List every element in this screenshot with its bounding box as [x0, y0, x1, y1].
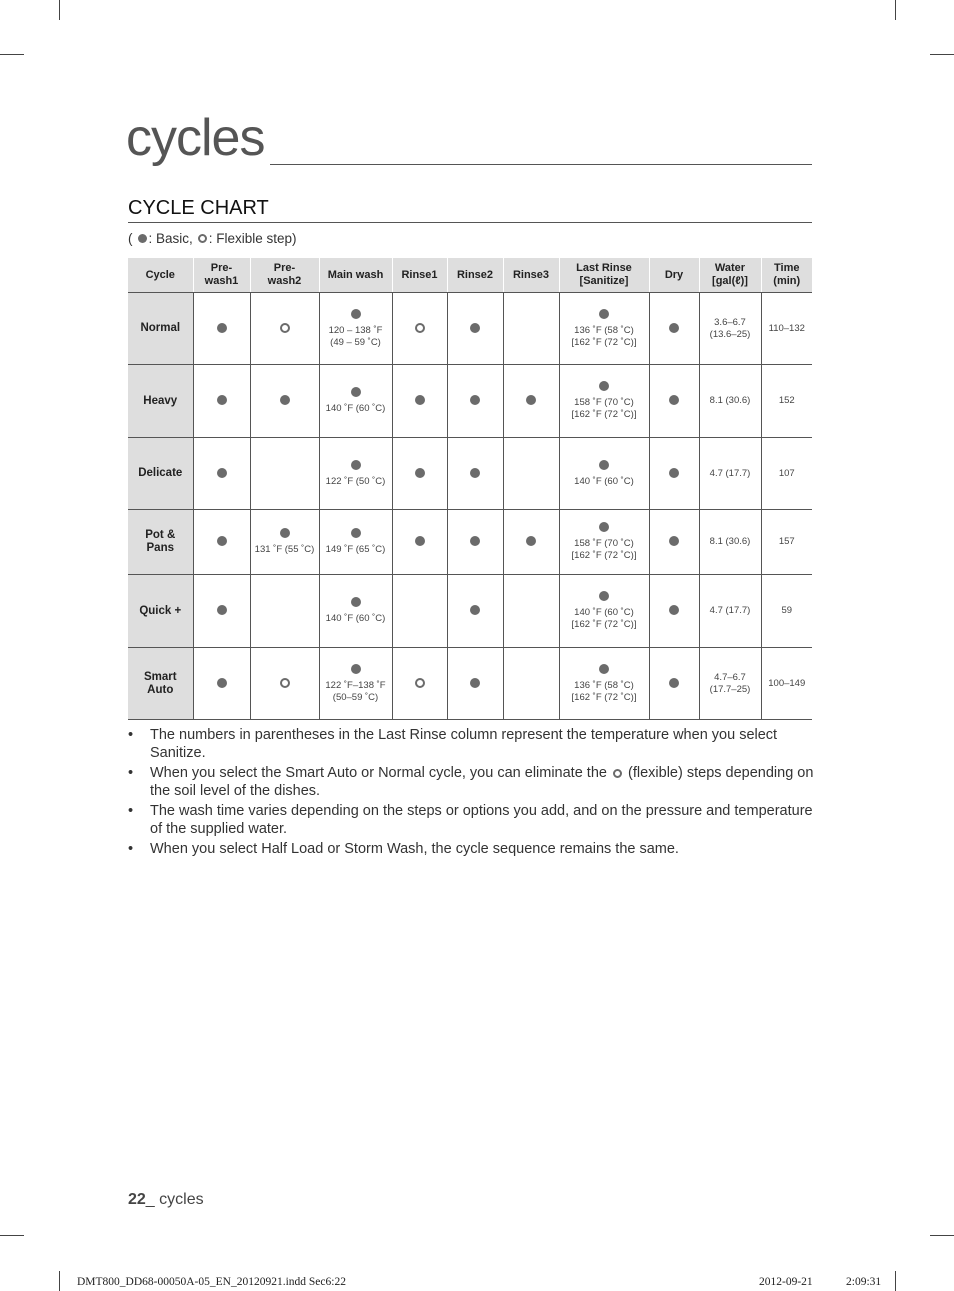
column-header-last-rinse: Last Rinse [Sanitize]: [559, 258, 649, 293]
temperature-text: 158 ˚F (70 ˚C) [162 ˚F (72 ˚C)]: [571, 538, 637, 561]
cycle-name: Normal: [128, 293, 193, 365]
cell-rinse3: [503, 438, 559, 510]
cell-rinse1: [392, 438, 447, 510]
table-row: [128, 293, 812, 365]
cell-water: 4.7 (17.7): [699, 575, 761, 648]
cell-dry: [649, 365, 699, 438]
cell-prewash1: [193, 510, 250, 575]
cell-main-wash: [319, 648, 392, 720]
cell-dry: [649, 648, 699, 720]
basic-step-icon: [526, 536, 536, 546]
basic-step-icon: [599, 522, 609, 532]
column-header-rinse3: Rinse3: [503, 258, 559, 293]
cell-last-rinse: [559, 438, 649, 510]
basic-step-icon: [470, 678, 480, 688]
basic-step-icon: [217, 536, 227, 546]
basic-step-icon: [669, 605, 679, 615]
cell-last-rinse: [559, 510, 649, 575]
cell-time: 152: [761, 365, 812, 438]
cycle-name: Smart Auto: [128, 648, 193, 720]
cell-prewash1: [193, 293, 250, 365]
basic-step-icon: [470, 536, 480, 546]
cycle-name: Delicate: [128, 438, 193, 510]
column-header-rinse2: Rinse2: [447, 258, 503, 293]
flexible-step-icon: [415, 678, 425, 688]
cell-dry: [649, 438, 699, 510]
cycle-name: Pot & Pans: [128, 510, 193, 575]
cell-rinse2: [447, 648, 503, 720]
table-row: [128, 438, 812, 510]
basic-step-icon: [351, 387, 361, 397]
cell-time: 100–149: [761, 648, 812, 720]
temperature-text: 136 ˚F (58 ˚C) [162 ˚F (72 ˚C)]: [571, 324, 637, 348]
cell-prewash1: [193, 438, 250, 510]
basic-step-icon: [351, 309, 361, 319]
notes-list: [128, 726, 818, 860]
basic-step-icon: [599, 381, 609, 391]
cell-rinse3: [503, 575, 559, 648]
footer-time: 2:09:31: [846, 1276, 882, 1288]
flexible-step-icon: [415, 323, 425, 333]
cycle-name: Heavy: [128, 365, 193, 438]
legend-basic-label: : Basic,: [148, 231, 193, 246]
section-title: CYCLE CHART: [128, 197, 269, 219]
basic-step-icon: [669, 536, 679, 546]
footer-date: 2012-09-21: [759, 1276, 813, 1288]
basic-step-icon: [280, 395, 290, 405]
temperature-text: 158 ˚F (70 ˚C) [162 ˚F (72 ˚C)]: [571, 397, 637, 420]
basic-step-icon: [351, 597, 361, 607]
cell-last-rinse: [559, 648, 649, 720]
crop-mark: [930, 54, 954, 55]
temperature-text: 140 ˚F (60 ˚C): [325, 403, 386, 414]
column-header-water: Water [gal(ℓ)]: [699, 258, 761, 293]
basic-step-icon: [599, 309, 609, 319]
crop-mark: [895, 0, 896, 20]
basic-step-icon: [470, 468, 480, 478]
basic-step-icon: [217, 678, 227, 688]
basic-step-icon: [415, 536, 425, 546]
basic-step-icon: [351, 664, 361, 674]
cell-rinse3: [503, 365, 559, 438]
table-row: [128, 575, 812, 648]
column-header-prewash2: Pre- wash2: [250, 258, 319, 293]
temperature-text: 136 ˚F (58 ˚C) [162 ˚F (72 ˚C)]: [571, 679, 637, 703]
cell-rinse3: [503, 648, 559, 720]
cell-main-wash: [319, 510, 392, 575]
page-title: cycles: [126, 109, 265, 167]
cell-rinse2: [447, 510, 503, 575]
column-header-rinse1: Rinse1: [392, 258, 447, 293]
cell-prewash2: [250, 438, 319, 510]
column-header-dry: Dry: [649, 258, 699, 293]
cell-prewash2: [250, 293, 319, 365]
column-header-prewash1: Pre- wash1: [193, 258, 250, 293]
table-row: [128, 648, 812, 720]
flexible-step-icon: [280, 678, 290, 688]
cell-last-rinse: [559, 365, 649, 438]
cell-time: 107: [761, 438, 812, 510]
cell-prewash1: [193, 648, 250, 720]
cell-dry: [649, 293, 699, 365]
cell-rinse1: [392, 648, 447, 720]
basic-step-icon: [526, 395, 536, 405]
temperature-text: 131 ˚F (55 ˚C): [254, 544, 315, 555]
cell-rinse3: [503, 293, 559, 365]
basic-step-icon: [599, 591, 609, 601]
cell-rinse1: [392, 510, 447, 575]
footer-file-name: DMT800_DD68-00050A-05_EN_20120921.indd Sec6:22: [77, 1276, 346, 1288]
temperature-text: 140 ˚F (60 ˚C): [574, 475, 634, 487]
basic-step-icon: [415, 395, 425, 405]
temperature-text: 140 ˚F (60 ˚C) [162 ˚F (72 ˚C)]: [571, 607, 637, 630]
basic-step-icon: [599, 664, 609, 674]
cell-main-wash: [319, 438, 392, 510]
column-header-main-wash: Main wash: [319, 258, 392, 293]
cell-rinse2: [447, 365, 503, 438]
page-number: 22: [128, 1191, 146, 1208]
basic-step-icon: [470, 395, 480, 405]
cell-main-wash: [319, 365, 392, 438]
cell-prewash1: [193, 575, 250, 648]
cell-last-rinse: [559, 293, 649, 365]
legend-open: (: [128, 231, 133, 246]
column-header-cycle: Cycle: [128, 258, 193, 293]
cell-water: 4.7–6.7 (17.7–25): [699, 648, 761, 720]
note-item: • When you select the Smart Auto or Normal cycle, you can eliminate the (flexible) steps depending on the soil level of the dishes.: [128, 764, 818, 800]
crop-mark: [0, 1235, 24, 1236]
basic-step-icon: [669, 323, 679, 333]
cell-prewash1: [193, 365, 250, 438]
basic-step-icon: [669, 678, 679, 688]
note-item: • When you select Half Load or Storm Wash, the cycle sequence remains the same.: [128, 840, 818, 858]
basic-step-icon: [351, 528, 361, 538]
cell-water: 8.1 (30.6): [699, 510, 761, 575]
column-header-time: Time (min): [761, 258, 812, 293]
basic-step-icon: [669, 468, 679, 478]
table-row: [128, 365, 812, 438]
basic-step-icon: [351, 460, 361, 470]
legend-flexible-label: : Flexible step): [208, 231, 297, 246]
table-row: [128, 510, 812, 575]
cell-time: 59: [761, 575, 812, 648]
cell-prewash2: [250, 575, 319, 648]
cell-rinse3: [503, 510, 559, 575]
flexible-step-icon: [280, 323, 290, 333]
basic-step-icon: [280, 528, 290, 538]
temperature-text: 122 ˚F (50 ˚C): [325, 475, 386, 487]
cycle-chart-table: [128, 258, 812, 720]
cell-main-wash: [319, 575, 392, 648]
basic-step-icon: [470, 605, 480, 615]
crop-mark: [59, 0, 60, 20]
basic-step-icon: [470, 323, 480, 333]
basic-step-icon: [217, 468, 227, 478]
temperature-text: 120 – 138 ˚F (49 – 59 ˚C): [328, 324, 383, 348]
table-header-row: [128, 258, 812, 293]
cell-last-rinse: [559, 575, 649, 648]
basic-step-icon: [599, 460, 609, 470]
page-label: _ cycles: [145, 1191, 204, 1208]
basic-step-icon: [217, 323, 227, 333]
crop-mark: [895, 1271, 896, 1291]
crop-mark: [59, 1271, 60, 1291]
temperature-text: 149 ˚F (65 ˚C): [325, 544, 386, 555]
flexible-step-icon: [198, 234, 207, 243]
footer-page: [128, 1191, 204, 1209]
cell-time: 110–132: [761, 293, 812, 365]
cycle-name: Quick +: [128, 575, 193, 648]
cell-main-wash: [319, 293, 392, 365]
cell-rinse1: [392, 293, 447, 365]
cell-rinse2: [447, 293, 503, 365]
temperature-text: 122 ˚F–138 ˚F (50–59 ˚C): [325, 679, 386, 703]
cell-prewash2: [250, 365, 319, 438]
temperature-text: 140 ˚F (60 ˚C): [325, 613, 386, 624]
basic-step-icon: [415, 468, 425, 478]
cell-dry: [649, 510, 699, 575]
title-rule: [270, 164, 812, 165]
cell-dry: [649, 575, 699, 648]
cell-time: 157: [761, 510, 812, 575]
crop-mark: [930, 1235, 954, 1236]
section-rule: [128, 222, 812, 223]
note-item: • The numbers in parentheses in the Last Rinse column represent the temperature when you select Sanitize.: [128, 726, 818, 762]
basic-step-icon: [669, 395, 679, 405]
cell-water: 3.6–6.7 (13.6–25): [699, 293, 761, 365]
flexible-step-icon: [613, 769, 622, 778]
cell-prewash2: [250, 648, 319, 720]
cell-water: 4.7 (17.7): [699, 438, 761, 510]
basic-step-icon: [217, 605, 227, 615]
note-item: • The wash time varies depending on the steps or options you add, and on the pressure and temperature of the supplied water.: [128, 802, 818, 838]
cell-rinse2: [447, 575, 503, 648]
cell-rinse1: [392, 365, 447, 438]
crop-mark: [0, 54, 24, 55]
cell-rinse2: [447, 438, 503, 510]
cell-water: 8.1 (30.6): [699, 365, 761, 438]
legend: [128, 231, 297, 246]
cell-rinse1: [392, 575, 447, 648]
basic-step-icon: [138, 234, 147, 243]
basic-step-icon: [217, 395, 227, 405]
cell-prewash2: [250, 510, 319, 575]
